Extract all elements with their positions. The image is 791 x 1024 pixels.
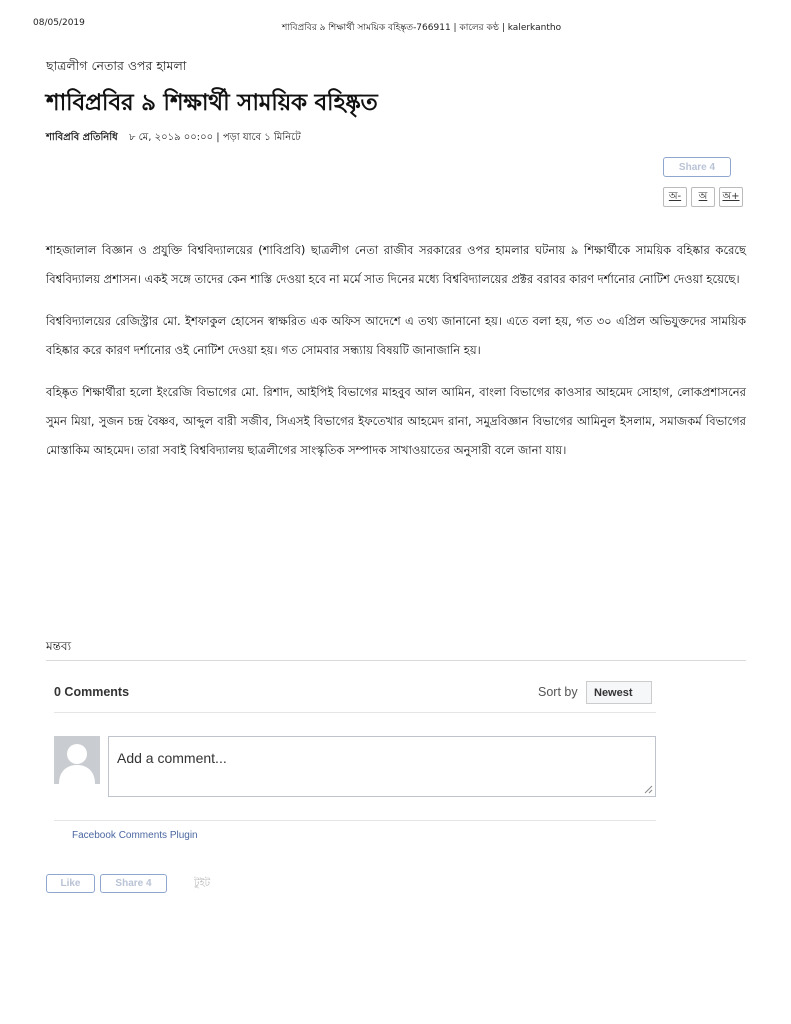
share-button-top[interactable]: Share 4 — [663, 157, 731, 177]
divider — [54, 820, 656, 821]
article-meta: ৮ মে, ২০১৯ ০০:০০ | পড়া যাবে ১ মিনিটে — [128, 132, 301, 143]
comment-input[interactable] — [108, 736, 656, 797]
font-size-controls — [663, 187, 743, 207]
font-decrease-button[interactable]: অ- — [663, 187, 687, 207]
comments-section-label: মন্তব্য — [46, 639, 72, 653]
divider — [46, 660, 746, 661]
article-paragraph: বহিষ্কৃত শিক্ষার্থীরা হলো ইংরেজি বিভাগের মো. রিশাদ, আইপিই বিভাগের মাহবুব আল আমিন, বাংলা বিভাগের কাওসার আহমেদ সোহাগ, লোকপ্রশাসনের সুমন মিয়া, সুজন চন্দ্র বৈষ্ণব, আব্দুল বারী সজীব, সিএসই বিভাগের ইফতেখার আহমেদ রানা, সমুদ্রবিজ্ঞান বিভাগের আমিনুল ইসলাম, সমাজকর্ম বিভাগের মোস্তাকিম আহমেদ। তারা সবাই বিশ্ববিদ্যালয় ছাত্রলীগের সাংস্কৃতিক সম্পাদক সাখাওয়াতের অনুসারী বলে জানা যায়। — [46, 385, 746, 457]
article-author: শাবিপ্রবি প্রতিনিধি — [46, 132, 118, 143]
sort-label: Sort by — [538, 685, 578, 699]
article-paragraph: বিশ্ববিদ্যালয়ের রেজিস্ট্রার মো. ইশফাকুল হোসেন স্বাক্ষরিত এক অফিস আদেশে এ তথ্য জানানো হয়। এতে বলা হয়, গত ৩০ এপ্রিল অভিযুক্তদের সাময়িক বহিষ্কার করে কারণ দর্শানোর ওই নোটিশ দেওয়া হয়। গত সোমবার সন্ধ্যায় বিষয়টি জানাজানি হয়। — [46, 314, 746, 357]
article-body — [46, 236, 746, 478]
resize-handle-icon[interactable] — [644, 785, 653, 794]
default-avatar-icon — [54, 736, 100, 784]
font-reset-button[interactable]: অ — [691, 187, 715, 207]
article-kicker: ছাত্রলীগ নেতার ওপর হামলা — [46, 58, 187, 73]
article-headline: শাবিপ্রবির ৯ শিক্ষার্থী সাময়িক বহিষ্কৃত — [46, 90, 378, 116]
font-increase-button[interactable]: অ+ — [719, 187, 743, 207]
sort-select[interactable]: Newest — [586, 681, 652, 704]
comment-input-placeholder: Add a comment... — [117, 750, 227, 766]
like-button[interactable]: Like — [46, 874, 95, 893]
share-button-bottom[interactable]: Share 4 — [100, 874, 167, 893]
tweet-button[interactable]: টুইট — [194, 878, 211, 889]
print-page-title: শাবিপ্রবির ৯ শিক্ষার্থী সাময়িক বহিষ্কৃত-766911 | কালের কণ্ঠ | kalerkantho — [282, 23, 562, 33]
facebook-comments-plugin-link[interactable]: Facebook Comments Plugin — [72, 830, 198, 841]
comment-count: 0 Comments — [54, 685, 130, 699]
divider — [54, 712, 656, 713]
print-date: 08/05/2019 — [33, 18, 85, 28]
avatar — [54, 736, 100, 784]
article-paragraph: শাহজালাল বিজ্ঞান ও প্রযুক্তি বিশ্ববিদ্যালয়ের (শাবিপ্রবি) ছাত্রলীগ নেতা রাজীব সরকারের ওপর হামলার ঘটনায় ৯ শিক্ষার্থীকে সাময়িক বহিষ্কার করেছে বিশ্ববিদ্যালয় প্রশাসন। একই সঙ্গে তাদের কেন শাস্তি দেওয়া হবে না মর্মে সাত দিনের মধ্যে বিশ্ববিদ্যালয়ের প্রক্টর বরাবর কারণ দর্শানোর নোটিশ দেওয়া হয়েছে। — [46, 243, 746, 286]
article-byline — [46, 130, 301, 147]
